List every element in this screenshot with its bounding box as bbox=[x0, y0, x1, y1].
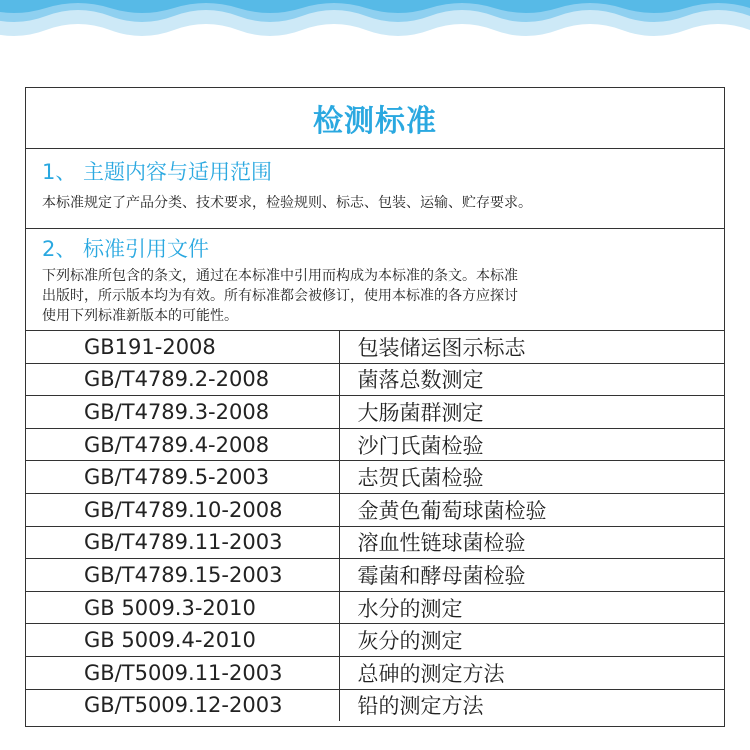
standards-table bbox=[26, 331, 724, 721]
standard-code: GB/T5009.11-2003 bbox=[26, 656, 339, 689]
standard-name: 金黄色葡萄球菌检验 bbox=[339, 493, 724, 526]
references-text-line: 出版时，所示版本均为有效。所有标准都会被修订，使用本标准的各方应探讨 bbox=[42, 288, 518, 304]
standard-name: 沙门氏菌检验 bbox=[339, 428, 724, 461]
standard-code: GB 5009.4-2010 bbox=[26, 624, 339, 657]
section-references-text bbox=[26, 266, 724, 326]
standard-code: GB/T4789.5-2003 bbox=[26, 461, 339, 494]
standard-name: 菌落总数测定 bbox=[339, 363, 724, 396]
table-row bbox=[26, 461, 724, 494]
table-row bbox=[26, 331, 724, 363]
table-row bbox=[26, 363, 724, 396]
standard-name: 灰分的测定 bbox=[339, 624, 724, 657]
section-references bbox=[26, 229, 724, 331]
section-references-heading: 2、 标准引用文件 bbox=[42, 237, 210, 261]
standards-document bbox=[25, 87, 725, 727]
standard-code: GB/T4789.11-2003 bbox=[26, 526, 339, 559]
standard-code: GB/T4789.2-2008 bbox=[26, 363, 339, 396]
section-scope-heading: 1、 主题内容与适用范围 bbox=[42, 160, 273, 184]
references-text-line: 使用下列标准新版本的可能性。 bbox=[42, 308, 238, 324]
table-row bbox=[26, 559, 724, 592]
standard-code: GB/T4789.3-2008 bbox=[26, 396, 339, 429]
standard-code: GB/T4789.10-2008 bbox=[26, 493, 339, 526]
page-title: 检测标准 bbox=[26, 88, 724, 149]
wave-banner bbox=[0, 0, 750, 60]
table-row bbox=[26, 591, 724, 624]
standard-code: GB/T4789.4-2008 bbox=[26, 428, 339, 461]
standard-name: 水分的测定 bbox=[339, 591, 724, 624]
table-row bbox=[26, 428, 724, 461]
table-row bbox=[26, 656, 724, 689]
references-text-line: 下列标准所包含的条文，通过在本标准中引用而构成为本标准的条文。本标准 bbox=[42, 268, 518, 284]
standard-code: GB191-2008 bbox=[26, 331, 339, 363]
section-scope bbox=[26, 149, 724, 229]
standard-name: 溶血性链球菌检验 bbox=[339, 526, 724, 559]
standard-name: 志贺氏菌检验 bbox=[339, 461, 724, 494]
standard-name: 总砷的测定方法 bbox=[339, 656, 724, 689]
standard-name: 霉菌和酵母菌检验 bbox=[339, 559, 724, 592]
standard-code: GB/T5009.12-2003 bbox=[26, 689, 339, 721]
table-row bbox=[26, 493, 724, 526]
standard-code: GB/T4789.15-2003 bbox=[26, 559, 339, 592]
standard-name: 铅的测定方法 bbox=[357, 694, 484, 719]
standard-code: GB 5009.3-2010 bbox=[26, 591, 339, 624]
table-row bbox=[26, 624, 724, 657]
table-row bbox=[26, 689, 724, 721]
table-row bbox=[26, 526, 724, 559]
table-row bbox=[26, 396, 724, 429]
standard-name: 包装储运图示标志 bbox=[339, 331, 724, 363]
section-scope-text: 本标准规定了产品分类、技术要求，检验规则、标志、包装、运输、贮存要求。 bbox=[42, 195, 532, 211]
standard-name: 大肠菌群测定 bbox=[339, 396, 724, 429]
